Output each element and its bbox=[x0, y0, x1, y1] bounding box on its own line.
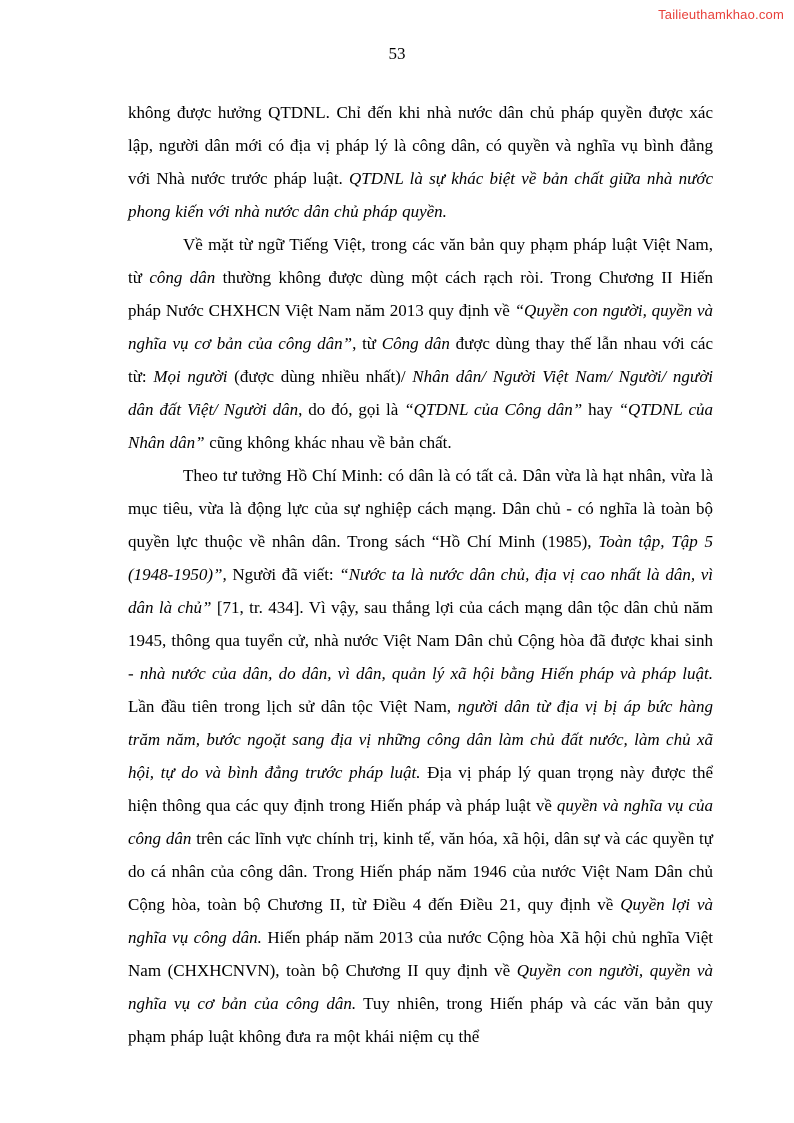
text-run: Tuy nhiên, trong Hiến pháp và các văn bản quy phạm pháp luật không đưa ra một khái niệm cụ thể bbox=[128, 994, 713, 1046]
text-run: , từ bbox=[352, 334, 382, 353]
text-run: cũng không khác nhau về bản chất. bbox=[204, 433, 452, 452]
italic-text-run: công dân bbox=[149, 268, 216, 287]
watermark-link[interactable]: Tailieuthamkhao.com bbox=[658, 7, 784, 22]
italic-text-run: Quyền con người, quyền và nghĩa vụ cơ bản của công dân. bbox=[128, 961, 714, 1013]
text-run: hay bbox=[582, 400, 619, 419]
text-run: [71, tr. 434]. Vì vậy, sau thắng lợi của cách mạng dân tộc dân chủ năm 1945, thông qua tuyển cử, nhà nước Việt Nam Dân chủ Cộng hòa đã được khai sinh - bbox=[128, 598, 713, 683]
text-run: Người đã viết: bbox=[226, 565, 340, 584]
italic-text-run: Nhân dân/ Người Việt Nam/ Người/ người dân đất Việt/ Người dân bbox=[128, 367, 713, 419]
italic-text-run: nhà nước của dân, do dân, vì dân, quản lý xã hội bằng Hiến pháp và pháp luật. bbox=[139, 664, 713, 683]
text-run: được dùng thay thế lẫn nhau với các từ: bbox=[128, 334, 714, 386]
text-run: thường không được dùng một cách rạch ròi. Trong Chương II Hiến pháp Nước CHXHCN Việt Nam năm 2013 quy định về bbox=[128, 268, 714, 320]
italic-text-run: “QTDNL của Nhân dân” bbox=[128, 400, 714, 452]
text-run: (được dùng nhiều nhất)/ bbox=[227, 367, 413, 386]
italic-text-run: Công dân bbox=[381, 334, 450, 353]
text-run: Lần đầu tiên trong lịch sử dân tộc Việt Nam, bbox=[128, 697, 458, 716]
italic-text-run: quyền và nghĩa vụ của công dân bbox=[128, 796, 714, 848]
italic-text-run: “Nước ta là nước dân chủ, địa vị cao nhất là dân, vì dân là chủ” bbox=[128, 565, 713, 617]
italic-text-run: “Quyền con người, quyền và nghĩa vụ cơ bản của công dân” bbox=[128, 301, 713, 353]
text-run: trên các lĩnh vực chính trị, kinh tế, văn hóa, xã hội, dân sự và các quyền tự do cá nhân của công dân. Trong Hiến pháp năm 1946 của nước Việt Nam Dân chủ Cộng hòa, toàn bộ Chương II, từ Điều 4 đến Điều 21, quy định về bbox=[128, 829, 713, 914]
paragraph bbox=[128, 459, 713, 1053]
italic-text-run: Toàn tập, Tập 5 (1948-1950)”, bbox=[128, 532, 714, 584]
page-number: 53 bbox=[388, 44, 406, 63]
text-run: Theo tư tưởng Hồ Chí Minh: có dân là có tất cả. Dân vừa là hạt nhân, vừa là mục tiêu, vừa là động lực của sự nghiệp cách mạng. Dân chủ - có nghĩa là toàn bộ quyền lực thuộc về nhân dân. Trong sách “Hồ Chí Minh (1985), bbox=[128, 466, 713, 551]
paragraph bbox=[128, 228, 713, 459]
document-body bbox=[128, 96, 713, 1053]
italic-text-run: Quyền lợi và nghĩa vụ công dân. bbox=[128, 895, 714, 947]
text-run: Địa vị pháp lý quan trọng này được thể hiện thông qua các quy định trong Hiến pháp và pháp luật về bbox=[128, 763, 713, 815]
text-run: không được hưởng QTDNL. Chỉ đến khi nhà nước dân chủ pháp quyền được xác lập, người dân mới có địa vị pháp lý là công dân, có quyền và nghĩa vụ bình đẳng với Nhà nước trước pháp luật. bbox=[128, 103, 713, 188]
italic-text-run: người dân từ địa vị bị áp bức hàng trăm năm, bước ngoặt sang địa vị những công dân làm chủ đất nước, làm chủ xã hội, tự do và bình đẳng trước pháp luật. bbox=[128, 697, 713, 782]
italic-text-run: “QTDNL của Công dân” bbox=[404, 400, 583, 419]
text-run: , do đó, gọi là bbox=[298, 400, 405, 419]
italic-text-run: Mọi người bbox=[153, 367, 228, 386]
italic-text-run: QTDNL là sự khác biệt về bản chất giữa nhà nước phong kiến với nhà nước dân chủ pháp quyền. bbox=[128, 169, 713, 221]
text-run: Hiến pháp năm 2013 của nước Cộng hòa Xã hội chủ nghĩa Việt Nam (CHXHCNVN), toàn bộ Chương II quy định về bbox=[128, 928, 713, 980]
text-run: Về mặt từ ngữ Tiếng Việt, trong các văn bản quy phạm pháp luật Việt Nam, từ bbox=[128, 235, 713, 287]
paragraph bbox=[128, 96, 713, 228]
